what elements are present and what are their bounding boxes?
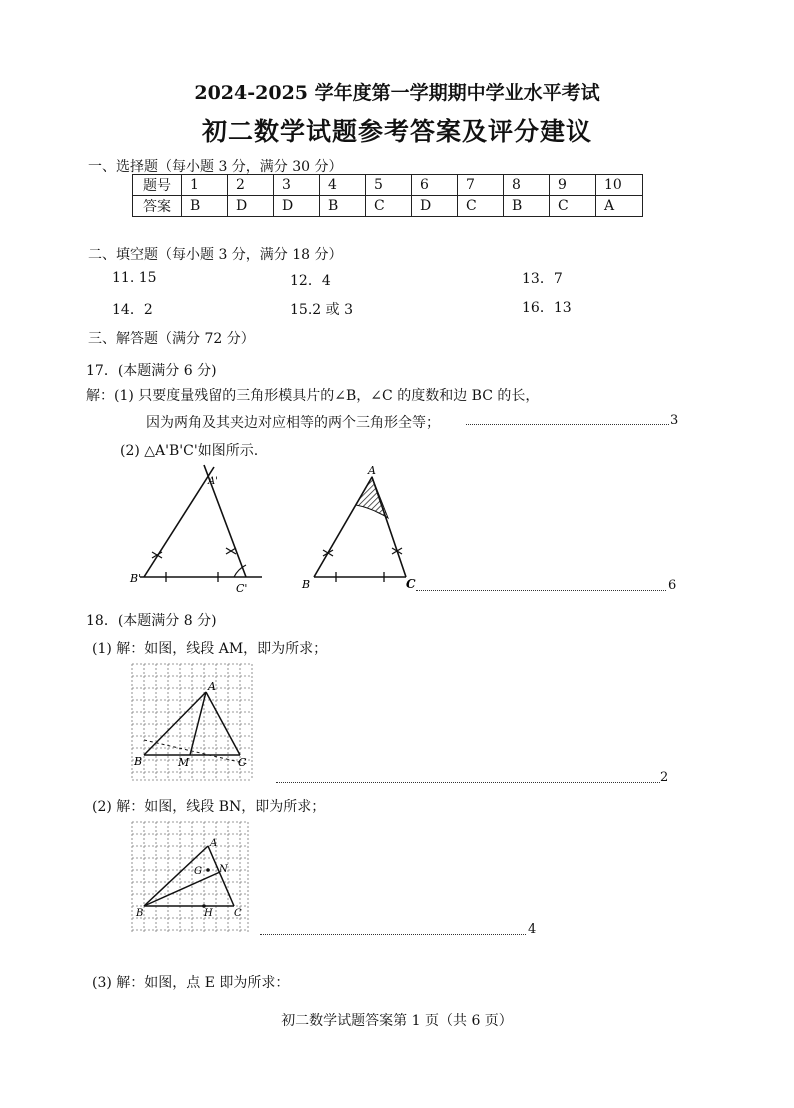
answer-cell: D [412,196,458,217]
fill-answer-13: 13．7 [522,271,563,287]
q17-triangle-template [296,460,426,595]
q17-score-3: 3 [670,413,679,428]
page-footer: 初二数学试题答案第 1 页（共 6 页） [281,1013,513,1029]
q18-grid-figure-2 [130,820,252,938]
construction-point [206,868,210,872]
answer-cell: B [320,196,366,217]
q17-part1-text: 解：(1) 只要度量残留的三角形模具片的∠B，∠C 的度数和边 BC 的长， [86,388,540,404]
answer-cell: B [182,196,228,217]
question-number: 9 [550,175,596,196]
row-label-answer: 答案 [133,196,182,217]
point-label: C [234,908,242,919]
answer-cell: C [366,196,412,217]
question-number: 1 [182,175,228,196]
point-label: A [368,464,376,477]
point-label: H [204,908,213,919]
table-row-answers [133,196,643,217]
score-leader [276,782,660,783]
answer-cell: C [550,196,596,217]
fill-answer-15: 15.2 或 3 [290,302,353,318]
fill-answer-11: 11. 15 [112,270,157,286]
point-label: N [219,864,228,875]
fill-answer-14: 14．2 [112,302,153,318]
row-label-number: 题号 [133,175,182,196]
point-label: B' [130,572,142,585]
answer-cell: D [274,196,320,217]
exam-title: 2024-2025 学年度第一学期期中学业水平考试 [194,82,600,104]
question-number: 10 [596,175,643,196]
choice-answer-table [132,174,643,217]
q18-score-4: 4 [528,922,537,937]
point-label: B [134,755,143,768]
answer-cell: B [504,196,550,217]
question-number: 4 [320,175,366,196]
q18-part1-text: (1) 解：如图，线段 AM，即为所求； [92,641,328,657]
q18-part2-text: (2) 解：如图，线段 BN，即为所求； [92,799,326,815]
score-leader [260,934,526,935]
question-number: 3 [274,175,320,196]
answer-cell: C [458,196,504,217]
point-label: C [406,577,416,591]
point-label: C [238,756,247,769]
point-label: A [210,838,218,849]
answer-cell: D [228,196,274,217]
q18-part3-text: (3) 解：如图，点 E 即为所求： [92,975,290,991]
q17-heading: 17．(本题满分 6 分) [86,363,217,379]
q17-part1-reason: 因为两角及其夹边对应相等的两个三角形全等； [146,415,440,431]
score-leader [416,590,666,591]
q17-score-6: 6 [668,578,677,593]
point-label: B [302,578,311,591]
question-number: 5 [366,175,412,196]
point-label: C' [236,582,248,595]
q17-triangle-constructed [120,460,270,595]
point-label: M [178,756,190,769]
q18-score-2: 2 [660,770,669,785]
answer-key-title: 初二数学试题参考答案及评分建议 [201,117,592,146]
point-label: B [136,908,144,919]
section-solution-heading: 三、解答题（满分 72 分） [88,331,255,347]
score-leader [466,424,669,425]
question-number: 2 [228,175,274,196]
point-label: G [194,866,202,877]
answer-cell: A [596,196,643,217]
point-label: A [208,680,216,693]
section-choice-heading: 一、选择题（每小题 3 分，满分 30 分） [88,159,343,175]
section-fill-heading: 二、填空题（每小题 3 分，满分 18 分） [88,247,343,263]
question-number: 8 [504,175,550,196]
fill-answer-12: 12．4 [290,273,331,289]
q18-heading: 18．(本题满分 8 分) [86,613,217,629]
fill-answer-16: 16．13 [522,300,572,316]
question-number: 7 [458,175,504,196]
q18-grid-figure-1 [128,660,256,784]
point-label: A' [208,476,218,487]
question-number: 6 [412,175,458,196]
table-row-numbers [133,175,643,196]
q17-part2-text: (2) △A'B'C'如图所示. [120,443,259,459]
